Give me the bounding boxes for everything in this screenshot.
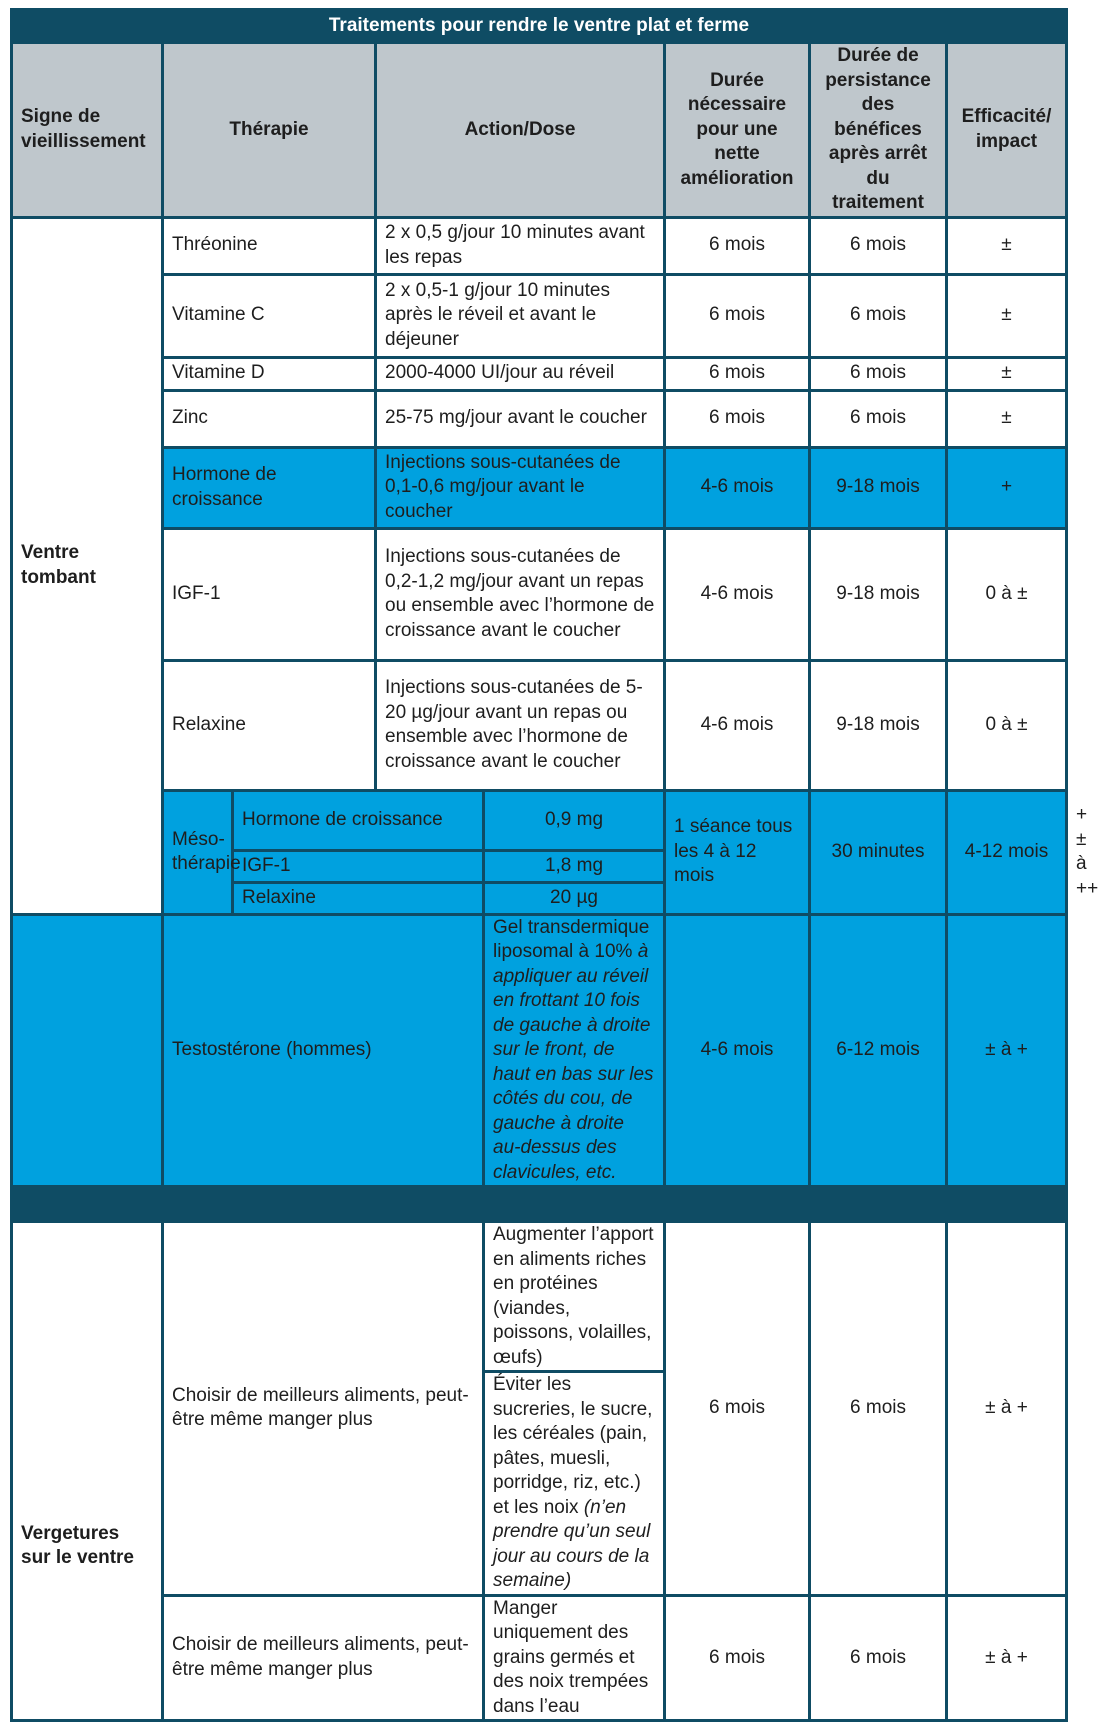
therapy-cell: Choisir de meilleurs aliments, peut-être même manger plus — [163, 1222, 484, 1596]
efficacy-cell: ± — [947, 274, 1067, 357]
duration-cell: 6 mois — [665, 357, 810, 390]
efficacy-cell: 0 à ± — [947, 528, 1067, 660]
meso-sub-name: Hormone de croissance — [233, 790, 484, 850]
duration-cell: 6 mois — [665, 1222, 810, 1596]
meso-row: Méso-thérapie Hormone de croissance 0,9 mg 1 séance tous les 4 à 12 mois 30 minutes 4-12 mois +± à ++ — [12, 790, 1067, 850]
persistence-cell: 6 mois — [810, 217, 947, 274]
efficacy-cell: ± à + — [947, 1595, 1067, 1721]
duration-cell: 6 mois — [665, 217, 810, 274]
table-row — [12, 660, 1067, 790]
group-label-vergetures: Vergetures sur le ventre — [12, 1222, 163, 1721]
meso-frequency: 1 séance tous les 4 à 12 mois — [665, 790, 810, 914]
meso-label: Méso-thérapie — [163, 790, 233, 914]
meso-sub-name: IGF-1 — [233, 850, 484, 882]
header-action: Action/Dose — [376, 43, 665, 218]
table-row — [12, 357, 1067, 390]
table-row-highlighted — [12, 914, 1067, 1187]
action-cell: 2000-4000 UI/jour au réveil — [376, 357, 665, 390]
duration-cell: 4-6 mois — [665, 528, 810, 660]
meso-sub-name: Relaxine — [233, 882, 484, 914]
duration-cell: 6 mois — [665, 1595, 810, 1721]
therapy-cell: Hormone de croissance — [163, 447, 376, 528]
persistence-cell: 9-18 mois — [810, 447, 947, 528]
header-therapy: Thérapie — [163, 43, 376, 218]
table-row — [12, 528, 1067, 660]
efficacy-cell: ± à + — [947, 1222, 1067, 1596]
action-cell — [484, 914, 665, 1187]
efficacy-cell: 0 à ± — [947, 660, 1067, 790]
action-plain-text: Éviter les sucreries, le sucre, les céréales (pain, pâtes, muesli, porridge, riz, etc.) et les noix — [493, 1374, 653, 1518]
header-row — [12, 43, 1067, 218]
efficacy-cell: ± — [947, 390, 1067, 447]
therapy-cell: Zinc — [163, 390, 376, 447]
persistence-cell: 6-12 mois — [810, 914, 947, 1187]
duration-cell: 4-6 mois — [665, 447, 810, 528]
duration-cell: 4-6 mois — [665, 914, 810, 1187]
therapy-cell: Thréonine — [163, 217, 376, 274]
therapy-cell: Vitamine C — [163, 274, 376, 357]
group-label-ventre-tombant: Ventre tombant — [12, 217, 163, 914]
therapy-cell: Choisir de meilleurs aliments, peut-être même manger plus — [163, 1595, 484, 1721]
persistence-cell: 9-18 mois — [810, 528, 947, 660]
separator-row — [12, 1187, 1067, 1222]
header-efficacy: Efficacité/ impact — [947, 43, 1067, 218]
therapy-cell: Relaxine — [163, 660, 376, 790]
action-cell: Injections sous-cutanées de 0,2-1,2 mg/jour avant un repas ou ensemble avec l’hormone de croissance avant le coucher — [376, 528, 665, 660]
header-duration: Durée nécessaire pour une nette amélioration — [665, 43, 810, 218]
meso-sub-dose: 0,9 mg — [484, 790, 665, 850]
action-plain-text: Gel transdermique liposomal à 10% — [493, 916, 650, 962]
action-cell: 2 x 0,5 g/jour 10 minutes avant les repas — [376, 217, 665, 274]
duration-cell: 6 mois — [665, 274, 810, 357]
meso-sub-dose: 20 µg — [484, 882, 665, 914]
treatment-table — [10, 8, 1098, 1722]
action-italic-text: à appliquer au réveil en frottant 10 fois de gauche à droite sur le front, de haut en bas sur les côtés du cou, de gauche à droite au-dessus des clavicules, etc. — [493, 941, 654, 1183]
action-italic-text: (n’en prendre qu’un seul jour au cours de la semaine) — [493, 1496, 651, 1591]
duration-cell: 4-6 mois — [665, 660, 810, 790]
efficacy-cell: + — [947, 447, 1067, 528]
efficacy-cell: ± — [947, 217, 1067, 274]
header-sign: Signe de vieillissement — [12, 43, 163, 218]
duration-cell: 30 minutes — [810, 790, 947, 914]
separator-band — [12, 1187, 1067, 1222]
duration-cell: 6 mois — [665, 390, 810, 447]
efficacy-cell: ± — [947, 357, 1067, 390]
persistence-cell: 6 mois — [810, 1222, 947, 1596]
table-row — [12, 1222, 1067, 1372]
efficacy-cell: ± à + — [947, 914, 1067, 1187]
table-row — [12, 1595, 1067, 1721]
action-cell: 2 x 0,5-1 g/jour 10 minutes après le réveil et avant le déjeuner — [376, 274, 665, 357]
persistence-cell: 6 mois — [810, 1595, 947, 1721]
table-row-highlighted — [12, 447, 1067, 528]
table-row — [12, 217, 1067, 274]
therapy-cell: Testostérone (hommes) — [163, 914, 484, 1187]
therapy-cell: IGF-1 — [163, 528, 376, 660]
persistence-cell: 4-12 mois — [947, 790, 1067, 914]
meso-sub-dose: 1,8 mg — [484, 850, 665, 882]
action-cell: 25-75 mg/jour avant le coucher — [376, 390, 665, 447]
action-cell: Injections sous-cutanées de 5-20 µg/jour avant un repas ou ensemble avec l’hormone de croissance avant le coucher — [376, 660, 665, 790]
persistence-cell: 9-18 mois — [810, 660, 947, 790]
header-persistence: Durée de persistance des bénéfices après arrêt du traitement — [810, 43, 947, 218]
table-row — [12, 390, 1067, 447]
action-cell — [484, 1372, 665, 1596]
persistence-cell: 6 mois — [810, 274, 947, 357]
action-cell: Manger uniquement des grains germés et des noix trempées dans l’eau — [484, 1595, 665, 1721]
persistence-cell: 6 mois — [810, 357, 947, 390]
persistence-cell: 6 mois — [810, 390, 947, 447]
treatment-table-container — [10, 8, 1098, 1722]
action-cell: Injections sous-cutanées de 0,1-0,6 mg/jour avant le coucher — [376, 447, 665, 528]
therapy-cell: Vitamine D — [163, 357, 376, 390]
group-label-continuation — [12, 914, 163, 1187]
table-row — [12, 274, 1067, 357]
action-cell: Augmenter l’apport en aliments riches en protéines (viandes, poissons, volailles, œufs) — [484, 1222, 665, 1372]
table-title: Traitements pour rendre le ventre plat et ferme — [12, 10, 1067, 43]
